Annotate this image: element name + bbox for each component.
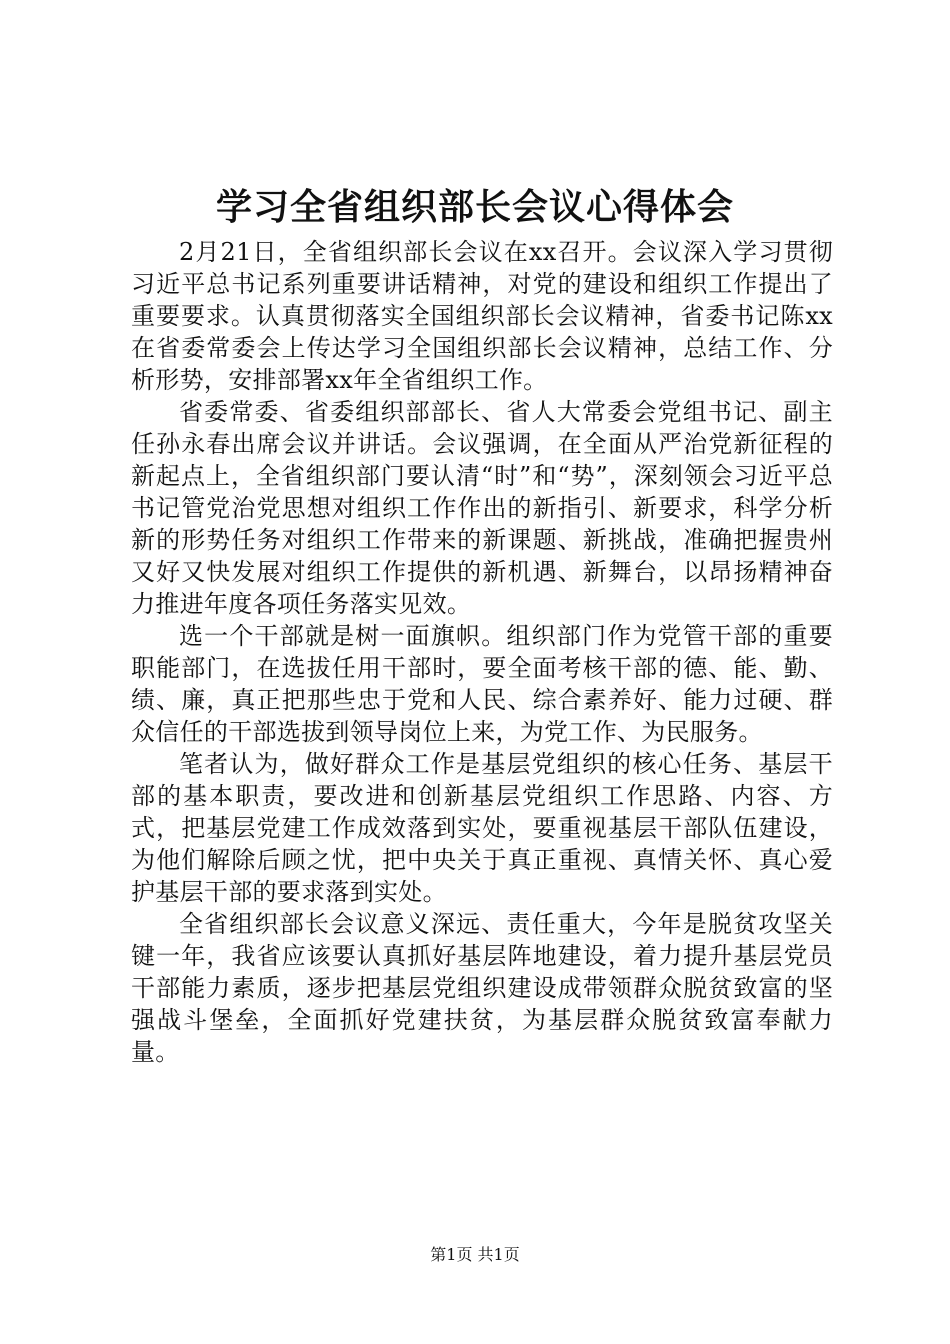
document-body: [131, 236, 833, 1068]
paragraph-4: 笔者认为，做好群众工作是基层党组织的核心任务、基层干部的基本职责，要改进和创新基层党组织工作思路、内容、方式，把基层党建工作成效落到实处，要重视基层干部队伍建设，为他们解除后顾之忧，把中央关于真正重视、真情关怀、真心爱护基层干部的要求落到实处。: [131, 750, 833, 906]
paragraph-5: 全省组织部长会议意义深远、责任重大，今年是脱贫攻坚关键一年，我省应该要认真抓好基层阵地建设，着力提升基层党员干部能力素质，逐步把基层党组织建设成带领群众脱贫致富的坚强战斗堡垒，全面抓好党建扶贫，为基层群众脱贫致富奉献力量。: [131, 910, 833, 1066]
paragraph-2: 省委常委、省委组织部部长、省人大常委会党组书记、副主任孙永春出席会议并讲话。会议强调，在全面从严治党新征程的新起点上，全省组织部门要认清“时”和“势”，深刻领会习近平总书记管党治党思想对组织工作作出的新指引、新要求，科学分析新的形势任务对组织工作带来的新课题、新挑战，准确把握贵州又好又快发展对组织工作提供的新机遇、新舞台，以昂扬精神奋力推进年度各项任务落实见效。: [131, 398, 833, 618]
paragraph-3: 选一个干部就是树一面旗帜。组织部门作为党管干部的重要职能部门，在选拔任用干部时，要全面考核干部的德、能、勤、绩、廉，真正把那些忠于党和人民、综合素养好、能力过硬、群众信任的干部选拔到领导岗位上来，为党工作、为民服务。: [131, 622, 833, 746]
page-number-footer: 第1页 共1页: [430, 1245, 520, 1264]
document-title: 学习全省组织部长会议心得体会: [215, 187, 734, 228]
paragraph-1: 2月21日，全省组织部长会议在xx召开。会议深入学习贯彻习近平总书记系列重要讲话精神，对党的建设和组织工作提出了重要要求。认真贯彻落实全国组织部长会议精神，省委书记陈xx在省委常委会上传达学习全国组织部长会议精神，总结工作、分析形势，安排部署xx年全省组织工作。: [131, 238, 833, 394]
